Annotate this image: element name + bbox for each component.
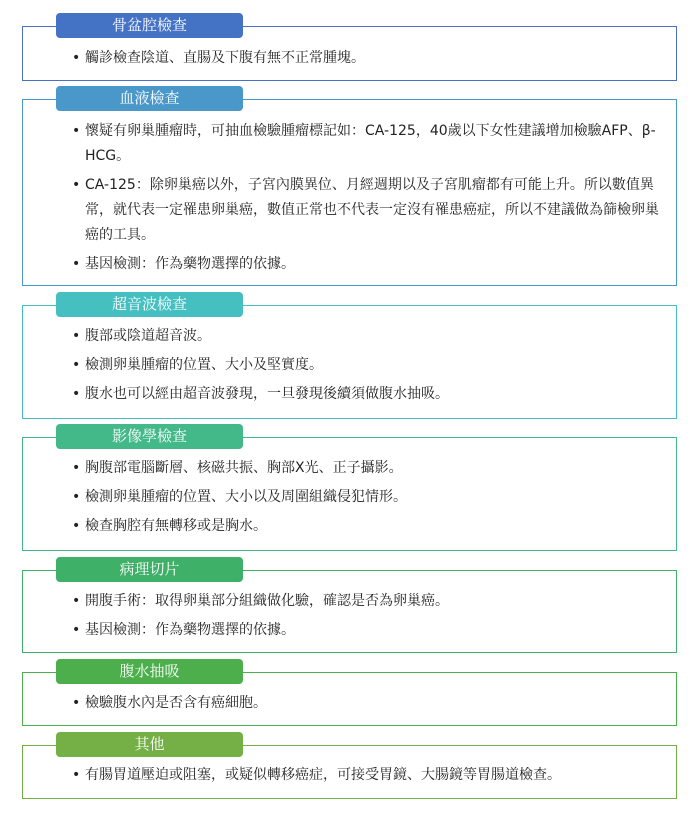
list-item: • 開腹手術：取得卵巢部分組織做化驗，確認是否為卵巢癌。 xyxy=(70,589,659,614)
section-title: 骨盆腔檢查 xyxy=(56,13,243,38)
section-title: 其他 xyxy=(56,732,243,757)
list-item: • 檢測卵巢腫瘤的位置、大小及堅實度。 xyxy=(70,353,659,378)
list-item: • 觸診檢查陰道、直腸及下腹有無不正常腫塊。 xyxy=(70,46,659,71)
item-list xyxy=(70,763,659,792)
list-item: • 腹水也可以經由超音波發現，一旦發現後續須做腹水抽吸。 xyxy=(70,382,659,407)
bullet-icon: • xyxy=(72,386,81,402)
bullet-icon: • xyxy=(72,357,81,373)
bullet-icon: • xyxy=(72,695,81,711)
section-title: 超音波檢查 xyxy=(56,292,243,317)
list-item: • 檢驗腹水內是否含有癌細胞。 xyxy=(70,691,659,716)
section-title: 血液檢查 xyxy=(56,86,243,111)
list-item: • 檢測卵巢腫瘤的位置、大小以及周圍組織侵犯情形。 xyxy=(70,485,659,510)
item-list xyxy=(70,324,659,411)
bullet-icon: • xyxy=(72,622,81,638)
list-item: • 基因檢測：作為藥物選擇的依據。 xyxy=(70,252,659,277)
list-item: • 有腸胃道壓迫或阻塞，或疑似轉移癌症，可接受胃鏡、大腸鏡等胃腸道檢查。 xyxy=(70,763,659,788)
list-item: • 胸腹部電腦斷層、核磁共振、胸部X光、正子攝影。 xyxy=(70,456,659,481)
section-title: 病理切片 xyxy=(56,557,243,582)
item-list xyxy=(70,456,659,543)
list-item: • 懷疑有卵巢腫瘤時，可抽血檢驗腫瘤標記如：CA-125，40歲以下女性建議增加檢驗AFP、β-HCG。 xyxy=(70,119,659,169)
bullet-icon: • xyxy=(72,123,81,139)
bullet-icon: • xyxy=(72,489,81,505)
bullet-icon: • xyxy=(72,518,81,534)
list-item: • CA-125：除卵巢癌以外，子宮內膜異位、月經週期以及子宮肌瘤都有可能上升。所以數值異常，就代表一定罹患卵巢癌，數值正常也不代表一定沒有罹患癌症，所以不建議做為篩檢卵巢癌的工具。 xyxy=(70,173,659,248)
bullet-icon: • xyxy=(72,256,81,272)
bullet-icon: • xyxy=(72,177,81,193)
list-item: • 檢查胸腔有無轉移或是胸水。 xyxy=(70,514,659,539)
bullet-icon: • xyxy=(72,767,81,783)
list-item: • 腹部或陰道超音波。 xyxy=(70,324,659,349)
item-list xyxy=(70,589,659,647)
section-title: 影像學檢查 xyxy=(56,424,243,449)
bullet-icon: • xyxy=(72,460,81,476)
item-list xyxy=(70,46,659,75)
bullet-icon: • xyxy=(72,593,81,609)
section-title: 腹水抽吸 xyxy=(56,659,243,684)
list-item: • 基因檢測：作為藥物選擇的依據。 xyxy=(70,618,659,643)
bullet-icon: • xyxy=(72,50,81,66)
item-list xyxy=(70,691,659,720)
bullet-icon: • xyxy=(72,328,81,344)
item-list xyxy=(70,119,659,281)
